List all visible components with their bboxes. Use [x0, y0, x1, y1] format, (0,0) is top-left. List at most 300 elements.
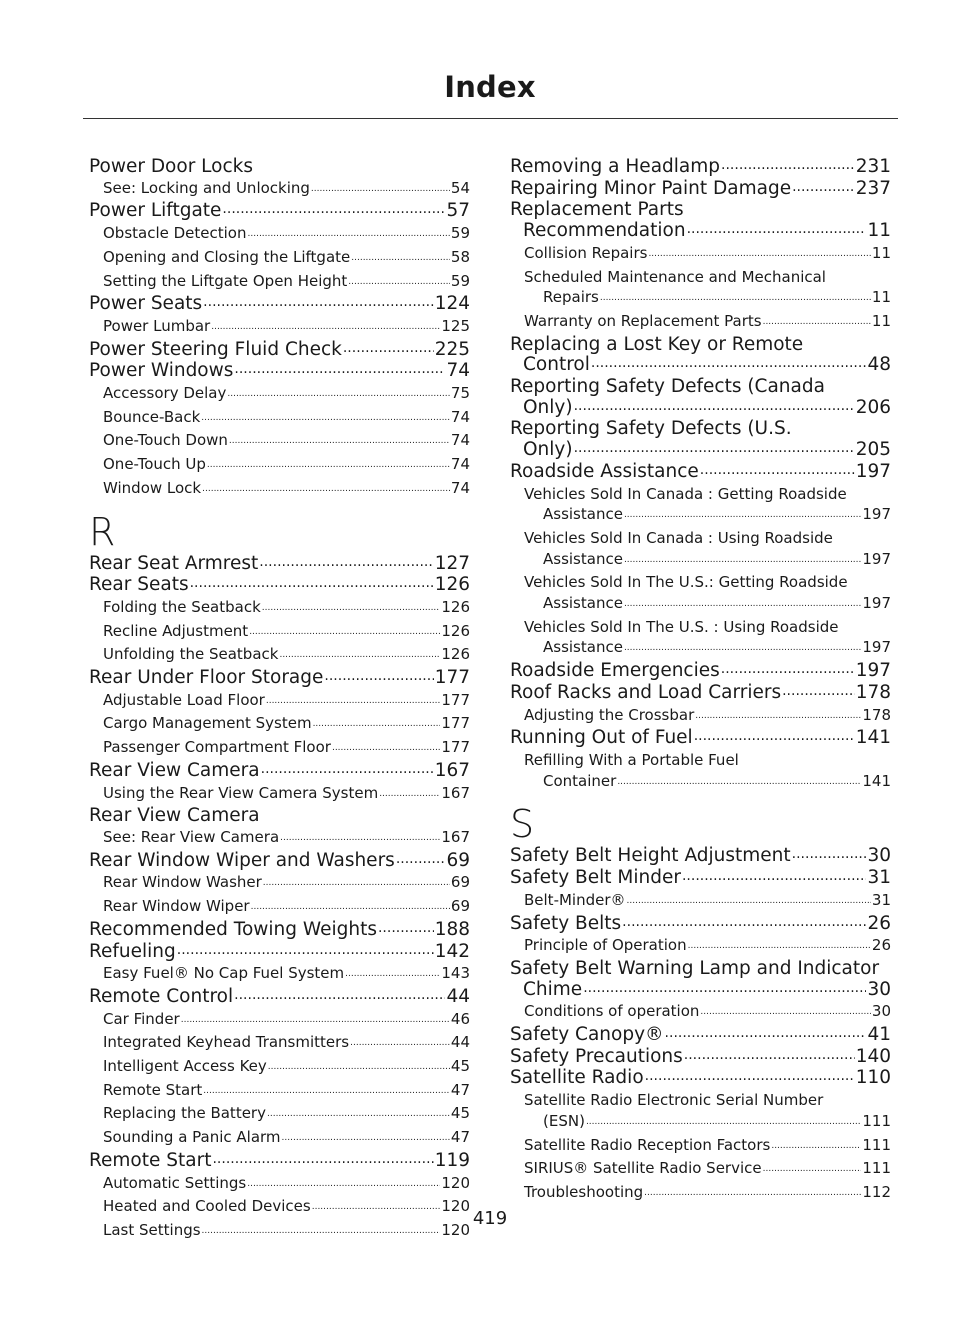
index-subentry	[510, 637, 891, 661]
index-subentry	[89, 963, 470, 987]
dot-leader	[348, 272, 450, 293]
entry-term: Last Settings	[103, 1220, 201, 1239]
index-entry	[510, 398, 891, 420]
page-reference[interactable]: 47	[450, 1080, 470, 1099]
dot-leader	[721, 155, 855, 176]
index-subentry	[89, 690, 470, 714]
page-reference[interactable]: 31	[867, 867, 891, 889]
page-reference[interactable]: 126	[441, 621, 470, 640]
index-subentry	[89, 1080, 470, 1104]
dot-leader	[212, 1149, 433, 1170]
index-subentry	[89, 430, 470, 454]
index-entry	[510, 355, 891, 377]
index-entry: Power Door Locks	[89, 156, 254, 177]
page-reference[interactable]: 11	[867, 220, 891, 242]
dot-leader	[586, 1112, 861, 1133]
index-subentry	[510, 243, 891, 267]
entry-term: One-Touch Up	[103, 455, 206, 474]
page-reference[interactable]: 177	[441, 738, 470, 757]
dot-leader	[279, 645, 440, 666]
dot-leader	[201, 408, 450, 429]
entry-term: Safety Belts	[510, 912, 622, 934]
entry-term: Obstacle Detection	[103, 224, 247, 243]
dot-leader	[763, 312, 871, 333]
entry-term: Power Windows	[89, 360, 234, 382]
dot-leader	[782, 681, 855, 702]
entry-term: Roof Racks and Load Carriers	[510, 681, 782, 703]
entry-term: Safety Belt Minder	[510, 867, 681, 889]
dot-leader	[259, 552, 433, 573]
index-subentry	[510, 1182, 891, 1206]
entry-term: Assistance	[543, 549, 623, 568]
index-entry	[510, 157, 891, 179]
index-subentry	[510, 1158, 891, 1182]
entry-term: Car Finder	[103, 1009, 180, 1028]
dot-leader	[792, 844, 867, 865]
index-subentry	[89, 827, 470, 851]
page-reference[interactable]: 143	[441, 964, 470, 983]
page-reference[interactable]: 188	[434, 918, 470, 940]
entry-term: Window Lock	[103, 478, 202, 497]
page-reference[interactable]: 225	[434, 338, 470, 360]
entry-term: Conditions of operation	[524, 1002, 700, 1021]
entry-term: Power Seats	[89, 293, 203, 315]
page-reference[interactable]: 30	[871, 1002, 891, 1021]
entry-term: Chime	[523, 978, 583, 1000]
dot-leader	[249, 622, 440, 643]
index-subentry	[89, 478, 470, 502]
dot-leader	[343, 338, 434, 359]
page-reference[interactable]: 11	[871, 311, 891, 330]
entry-term: Assistance	[543, 594, 623, 613]
dot-leader	[591, 353, 867, 374]
page-reference[interactable]: 59	[450, 271, 470, 290]
page-reference[interactable]: 59	[450, 224, 470, 243]
entry-term: Principle of Operation	[524, 936, 687, 955]
page-reference[interactable]: 177	[441, 714, 470, 733]
page-reference[interactable]: 125	[441, 316, 470, 335]
index-entry	[510, 1047, 891, 1069]
dot-leader	[682, 866, 866, 887]
index-subentry	[89, 407, 470, 431]
index-subentry	[510, 287, 891, 311]
entry-term: Troubleshooting	[524, 1182, 644, 1201]
index-entry	[89, 294, 470, 316]
page-reference[interactable]: 58	[450, 247, 470, 266]
index-subentry	[510, 705, 891, 729]
index-subentry	[510, 771, 891, 795]
entry-term: Only)	[523, 439, 573, 461]
index-subentry	[510, 890, 891, 914]
dot-leader	[574, 396, 855, 417]
entry-term: Container	[543, 771, 617, 790]
entry-term: Replacing the Battery	[103, 1104, 266, 1123]
index-subentry: Vehicles Sold In The U.S.: Getting Roadside	[524, 573, 848, 592]
entry-term: Heated and Cooled Devices	[103, 1197, 311, 1216]
page-reference[interactable]: 111	[862, 1135, 891, 1154]
page-reference[interactable]: 69	[446, 849, 470, 871]
entry-term: Rear Window Wiper	[103, 897, 250, 916]
page-reference[interactable]: 178	[855, 681, 891, 703]
index-subentry: Refilling With a Portable Fuel	[524, 750, 739, 769]
dot-leader	[378, 918, 434, 939]
dot-leader	[771, 1136, 861, 1157]
index-subentry: Vehicles Sold In Canada : Getting Roadside	[524, 484, 847, 503]
index-entry	[510, 914, 891, 936]
entry-term: Remote Control	[89, 985, 234, 1007]
page-reference[interactable]: 231	[855, 156, 891, 177]
dot-leader	[350, 1033, 450, 1054]
dot-leader	[379, 784, 440, 805]
entry-term: See: Locking and Unlocking	[103, 178, 310, 197]
page-reference[interactable]: 178	[862, 705, 891, 724]
index-subentry	[89, 316, 470, 340]
entry-term: Safety Precautions	[510, 1045, 683, 1067]
entry-term: Collision Repairs	[524, 243, 648, 262]
dot-leader	[282, 1128, 450, 1149]
entry-term: Accessory Delay	[103, 384, 227, 403]
entry-term: Power Steering Fluid Check	[89, 338, 342, 360]
dot-leader	[644, 1183, 861, 1204]
index-entry	[89, 1151, 470, 1173]
entry-term: Opening and Closing the Liftgate	[103, 247, 351, 266]
entry-term: Sounding a Panic Alarm	[103, 1128, 281, 1147]
page-reference[interactable]: 74	[450, 407, 470, 426]
page-reference[interactable]: 45	[450, 1057, 470, 1076]
page-reference[interactable]: 11	[871, 288, 891, 307]
entry-term: Assistance	[543, 638, 623, 657]
index-subentry	[89, 896, 470, 920]
dot-leader	[248, 224, 450, 245]
page-reference[interactable]: 197	[855, 460, 891, 482]
entry-term: Rear Window Wiper and Washers	[89, 849, 395, 871]
entry-term: SIRIUS® Satellite Radio Service	[524, 1159, 762, 1178]
page-reference[interactable]: 57	[446, 200, 470, 222]
dot-leader	[177, 940, 434, 961]
entry-term: Roadside Emergencies	[510, 660, 720, 682]
dot-leader	[251, 897, 450, 918]
page-reference[interactable]: 74	[450, 431, 470, 450]
page-reference[interactable]: 44	[450, 1033, 470, 1052]
dot-leader	[665, 1023, 867, 1044]
entry-term: Removing a Headlamp	[510, 156, 721, 177]
entry-term: Belt-Minder®	[524, 890, 626, 909]
index-entry	[89, 554, 470, 576]
dot-leader	[247, 1174, 440, 1195]
dot-leader	[617, 772, 861, 793]
index-entry	[510, 868, 891, 890]
entry-term: Folding the Seatback	[103, 597, 261, 616]
entry-term: Setting the Liftgate Open Height	[103, 271, 348, 290]
index-subentry: Satellite Radio Electronic Serial Number	[524, 1091, 824, 1110]
index-subentry	[89, 783, 470, 807]
index-subentry	[510, 593, 891, 617]
dot-leader	[211, 317, 440, 338]
page-reference[interactable]: 127	[434, 552, 470, 574]
page-reference[interactable]: 111	[862, 1159, 891, 1178]
index-subentry: Vehicles Sold In Canada : Using Roadside	[524, 528, 833, 547]
dot-leader	[721, 659, 855, 680]
index-subentry	[510, 311, 891, 335]
entry-term: Control	[523, 354, 590, 376]
dot-leader	[624, 638, 861, 659]
page-reference[interactable]: 141	[855, 727, 891, 749]
page-reference[interactable]: 206	[855, 396, 891, 418]
page-reference[interactable]: 46	[450, 1009, 470, 1028]
page-reference[interactable]: 237	[855, 177, 891, 199]
header-divider	[83, 118, 898, 119]
index-entry	[510, 683, 891, 705]
index-entry: Rear View Camera	[89, 805, 260, 827]
page-reference[interactable]: 47	[450, 1128, 470, 1147]
page-reference[interactable]: 26	[871, 936, 891, 955]
index-subentry	[89, 223, 470, 247]
page-reference[interactable]: 126	[441, 597, 470, 616]
entry-term: Repairing Minor Paint Damage	[510, 177, 792, 199]
entry-term: Satellite Radio	[510, 1067, 644, 1089]
index-subentry	[89, 1056, 470, 1080]
index-subentry	[510, 1111, 891, 1135]
index-subentry	[89, 383, 470, 407]
index-entry	[510, 179, 891, 201]
entry-term: Passenger Compartment Floor	[103, 738, 331, 757]
dot-leader	[267, 1104, 450, 1125]
entry-term: Using the Rear View Camera System	[103, 783, 379, 802]
dot-leader	[700, 460, 855, 481]
index-subentry	[510, 504, 891, 528]
dot-leader	[202, 479, 450, 500]
index-entry	[89, 851, 470, 873]
page-reference[interactable]: 197	[862, 638, 891, 657]
dot-leader	[280, 828, 440, 849]
page-reference[interactable]: 54	[450, 178, 470, 197]
page-reference[interactable]: 177	[441, 690, 470, 709]
page-reference[interactable]: 126	[434, 574, 470, 596]
index-entry	[89, 201, 470, 223]
page-reference[interactable]: 167	[434, 759, 470, 781]
entry-term: Bounce-Back	[103, 407, 201, 426]
index-entry: Reporting Safety Defects (U.S.	[510, 418, 792, 440]
page-title: Index	[444, 70, 536, 104]
entry-term: Recommendation	[523, 220, 686, 242]
page-reference[interactable]: 197	[862, 549, 891, 568]
index-entry	[510, 1025, 891, 1047]
index-subentry	[89, 713, 470, 737]
dot-leader	[268, 1057, 450, 1078]
index-entry	[89, 340, 470, 362]
page-reference[interactable]: 119	[434, 1149, 470, 1171]
entry-term: Adjusting the Crossbar	[524, 705, 695, 724]
page-reference[interactable]: 30	[867, 978, 891, 1000]
entry-term: Recline Adjustment	[103, 621, 249, 640]
page-reference[interactable]: 111	[862, 1111, 891, 1130]
entry-term: Only)	[523, 396, 573, 418]
entry-term: Remote Start	[103, 1080, 203, 1099]
dot-leader	[624, 594, 861, 615]
entry-term: Repairs	[543, 288, 599, 307]
index-subentry	[89, 1127, 470, 1151]
dot-leader	[190, 573, 434, 594]
index-column-right	[510, 157, 891, 1206]
dot-leader	[181, 1010, 450, 1031]
entry-term: Running Out of Fuel	[510, 727, 693, 749]
page-reference[interactable]: 197	[862, 594, 891, 613]
page-reference[interactable]: 48	[867, 354, 891, 376]
dot-leader	[222, 199, 445, 220]
entry-term: Satellite Radio Reception Factors	[524, 1135, 771, 1154]
page-reference[interactable]: 110	[855, 1067, 891, 1089]
entry-term: Unfolding the Seatback	[103, 645, 279, 664]
dot-leader	[324, 666, 433, 687]
dot-leader	[763, 1159, 862, 1180]
entry-term: Cargo Management System	[103, 714, 312, 733]
dot-leader	[574, 438, 855, 459]
page-reference[interactable]: 141	[862, 771, 891, 790]
dot-leader	[311, 179, 450, 200]
index-subentry	[510, 1135, 891, 1159]
index-subentry	[89, 597, 470, 621]
dot-leader	[695, 706, 861, 727]
dot-leader	[266, 691, 441, 712]
index-subentry	[89, 1103, 470, 1127]
index-subentry	[89, 1032, 470, 1056]
dot-leader	[648, 244, 870, 265]
page-reference[interactable]: 197	[862, 505, 891, 524]
page-reference[interactable]: 126	[441, 645, 470, 664]
index-entry: Safety Belt Warning Lamp and Indicator	[510, 957, 880, 979]
index-entry: Reporting Safety Defects (Canada	[510, 376, 825, 398]
index-subentry	[89, 621, 470, 645]
entry-term: (ESN)	[543, 1111, 585, 1130]
entry-term: Intelligent Access Key	[103, 1057, 267, 1076]
dot-leader	[627, 891, 871, 912]
entry-term: Safety Belt Height Adjustment	[510, 845, 791, 867]
page-number: 419	[472, 1208, 508, 1229]
entry-term: Power Liftgate	[89, 200, 222, 222]
index-entry	[89, 987, 470, 1009]
entry-term: Automatic Settings	[103, 1173, 247, 1192]
dot-leader	[684, 1045, 855, 1066]
page-reference[interactable]: 11	[871, 243, 891, 262]
dot-leader	[700, 1002, 870, 1023]
index-subentry	[89, 454, 470, 478]
entry-term: Easy Fuel® No Cap Fuel System	[103, 964, 345, 983]
page-reference[interactable]: 167	[441, 783, 470, 802]
dot-leader	[234, 985, 445, 1006]
dot-leader	[229, 431, 450, 452]
entry-term: Rear Seats	[89, 574, 189, 596]
page-reference[interactable]: 69	[450, 873, 470, 892]
dot-leader	[261, 759, 434, 780]
index-entry: Replacing a Lost Key or Remote	[510, 333, 804, 355]
index-subentry	[89, 178, 470, 202]
entry-term: Power Lumbar	[103, 316, 211, 335]
page-reference[interactable]: 177	[434, 667, 470, 689]
page-reference[interactable]: 120	[441, 1197, 470, 1216]
page-reference[interactable]: 75	[450, 384, 470, 403]
page-reference[interactable]: 26	[867, 912, 891, 934]
dot-leader	[687, 219, 867, 240]
index-subentry	[89, 737, 470, 761]
page-reference[interactable]: 45	[450, 1104, 470, 1123]
index-subentry	[89, 1009, 470, 1033]
page-reference[interactable]: 41	[867, 1024, 891, 1046]
dot-leader	[396, 849, 446, 870]
dot-leader	[624, 550, 861, 571]
index-entry	[89, 361, 470, 383]
index-entry	[510, 661, 891, 683]
index-entry	[510, 1068, 891, 1090]
dot-leader	[203, 292, 434, 313]
page-reference[interactable]: 69	[450, 897, 470, 916]
entry-term: See: Rear View Camera	[103, 827, 280, 846]
entry-term: Recommended Towing Weights	[89, 918, 377, 940]
page-reference[interactable]: 197	[855, 660, 891, 682]
section-letter-s: S	[510, 802, 535, 847]
index-subentry	[89, 872, 470, 896]
dot-leader	[792, 177, 855, 198]
page-reference[interactable]: 205	[855, 439, 891, 461]
entry-term: Rear Seat Armrest	[89, 552, 259, 574]
page-reference[interactable]: 167	[441, 827, 470, 846]
page-reference[interactable]: 124	[434, 293, 470, 315]
index-subentry	[510, 1001, 891, 1025]
dot-leader	[227, 384, 450, 405]
dot-leader	[622, 912, 866, 933]
page-reference[interactable]: 74	[446, 360, 470, 382]
entry-term: Roadside Assistance	[510, 460, 699, 482]
dot-leader	[207, 455, 450, 476]
entry-term: Assistance	[543, 505, 623, 524]
entry-term: Rear Under Floor Storage	[89, 667, 324, 689]
page-reference[interactable]: 31	[871, 890, 891, 909]
dot-leader	[262, 598, 441, 619]
index-entry	[510, 221, 891, 243]
dot-leader	[234, 359, 445, 380]
dot-leader	[345, 964, 440, 985]
page-reference[interactable]: 120	[441, 1173, 470, 1192]
entry-term: Remote Start	[89, 1149, 212, 1171]
page-reference[interactable]: 142	[434, 940, 470, 962]
page-reference[interactable]: 140	[855, 1045, 891, 1067]
page-reference[interactable]: 120	[441, 1220, 470, 1239]
page-reference[interactable]: 30	[867, 845, 891, 867]
section-letter-r: R	[89, 509, 116, 554]
index-entry	[510, 728, 891, 750]
index-entry	[89, 920, 470, 942]
dot-leader	[624, 505, 861, 526]
page-reference[interactable]: 44	[446, 985, 470, 1007]
index-subentry	[510, 549, 891, 573]
dot-leader	[313, 714, 441, 735]
index-subentry	[89, 1173, 470, 1197]
index-subentry	[89, 271, 470, 295]
page-reference[interactable]: 112	[862, 1182, 891, 1201]
index-entry	[510, 462, 891, 484]
dot-leader	[645, 1066, 855, 1087]
index-entry	[89, 668, 470, 690]
entry-term: Rear Window Washer	[103, 873, 262, 892]
index-entry: Replacement Parts	[510, 199, 684, 221]
dot-leader	[694, 726, 855, 747]
page-reference[interactable]: 74	[450, 478, 470, 497]
dot-leader	[332, 738, 440, 759]
entry-term: Adjustable Load Floor	[103, 690, 265, 709]
index-entry	[89, 761, 470, 783]
dot-leader	[688, 936, 871, 957]
entry-term: Warranty on Replacement Parts	[524, 311, 762, 330]
page-reference[interactable]: 74	[450, 455, 470, 474]
